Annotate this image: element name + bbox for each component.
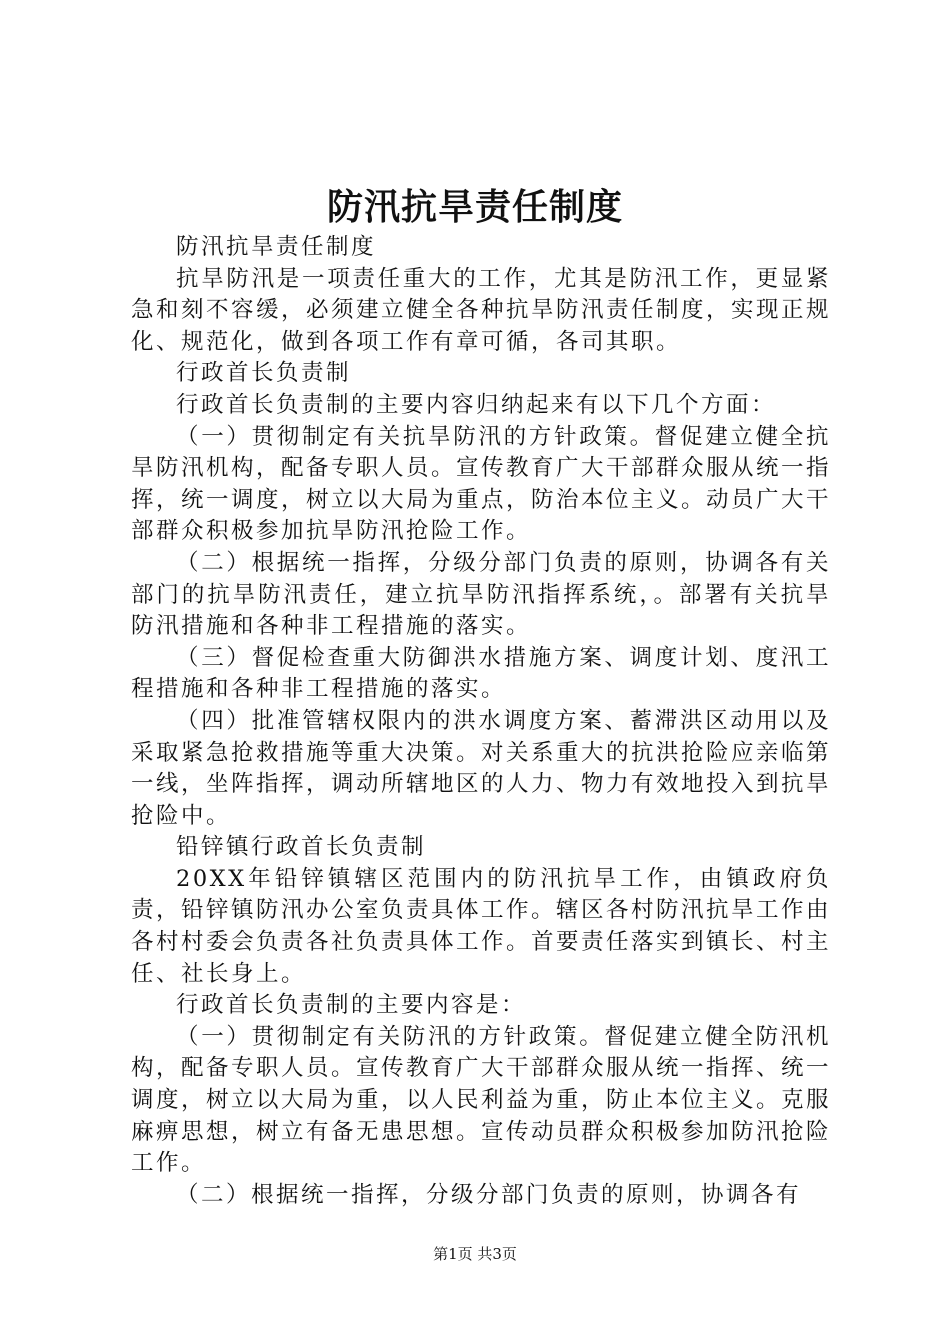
page-footer: 第1页 共3页 [433, 1245, 517, 1263]
paragraph: 行政首长负责制的主要内容是： [176, 992, 527, 1019]
list-item: （一）贯彻制定有关防汛的方针政策。督促建立健全防汛机构，配备专职人员。宣传教育广大干部群众服从统一指挥、统一调度，树立以大局为重，以人民利益为重，防止本位主义。克服麻痹思想，树立有备无患思想。宣传动员群众积极参加防汛抢险工作。 [131, 1023, 832, 1177]
paragraph: 防汛抗旱责任制度 [176, 234, 377, 260]
list-item: （二）根据统一指挥，分级分部门负责的原则，协调各有关部门的抗旱防汛责任，建立抗旱防汛指挥系统，。部署有关抗旱防汛措施和各种非工程措施的落实。 [131, 549, 831, 640]
document-body [131, 232, 831, 1211]
list-item: （三）督促检查重大防御洪水措施方案、调度计划、度汛工程措施和各种非工程措施的落实。 [131, 644, 831, 703]
list-item: （二）根据统一指挥，分级分部门负责的原则，协调各有 [176, 1181, 802, 1208]
section-heading: 行政首长负责制 [176, 360, 352, 387]
document-title: 防汛抗旱责任制度 [326, 186, 623, 228]
paragraph: 抗旱防汛是一项责任重大的工作，尤其是防汛工作，更显紧急和刻不容缓，必须建立健全各种抗旱防汛责任制度，实现正规化、规范化，做到各项工作有章可循，各司其职。 [131, 265, 832, 355]
paragraph: 20XX年铅锌镇辖区范围内的防汛抗旱工作，由镇政府负责，铅锌镇防汛办公室负责具体工作。辖区各村防汛抗旱工作由各村村委会负责各社负责具体工作。首要责任落实到镇长、村主任、社长身上。 [131, 865, 832, 987]
list-item: （一）贯彻制定有关抗旱防汛的方针政策。督促建立健全抗旱防汛机构，配备专职人员。宣传教育广大干部群众服从统一指挥，统一调度，树立以大局为重点，防治本位主义。动员广大干部群众积极参加抗旱防汛抢险工作。 [131, 423, 832, 545]
list-item: （四）批准管辖权限内的洪水调度方案、蓄滞洪区动用以及采取紧急抢救措施等重大决策。对关系重大的抗洪抢险应亲临第一线，坐阵指挥，调动所辖地区的人力、物力有效地投入到抗旱抢险中。 [131, 707, 832, 829]
paragraph: 行政首长负责制的主要内容归纳起来有以下几个方面： [176, 391, 777, 418]
section-heading: 铅锌镇行政首长负责制 [176, 834, 427, 861]
